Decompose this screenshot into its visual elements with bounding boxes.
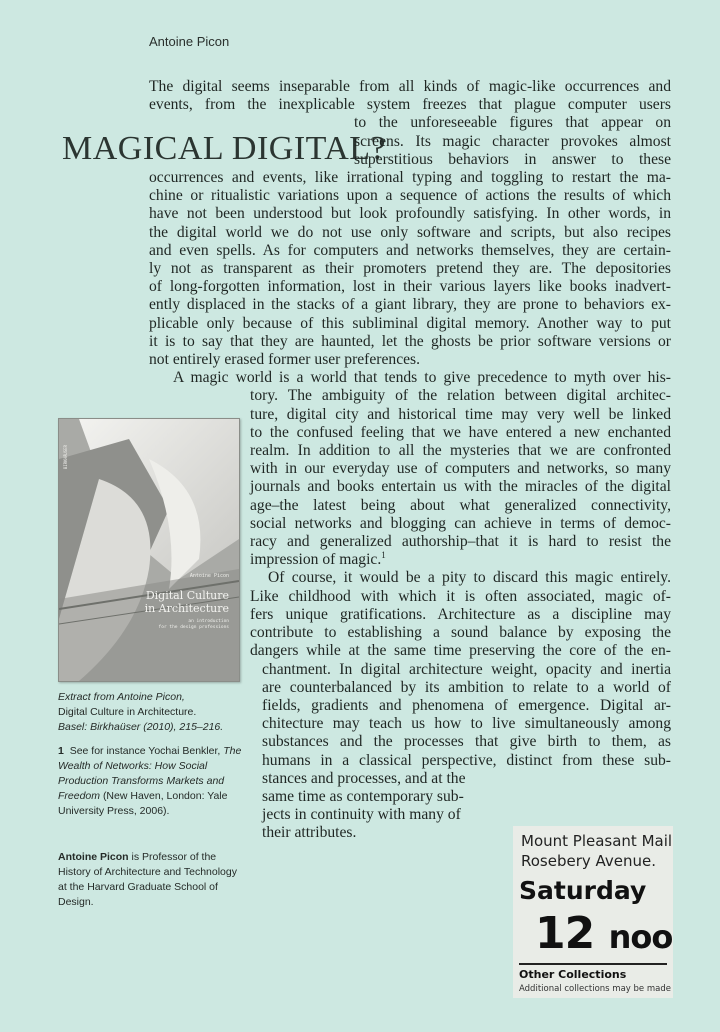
body-line: jects in continuity with many of bbox=[262, 806, 461, 824]
body-line: social networks and blogging can achieve in terms of democ- bbox=[250, 514, 671, 532]
body-line: chine or ritualistic variations upon a sequence of actions the results of which bbox=[149, 187, 671, 205]
bio-text: is Professor of the History of Architecture and Technology at the Harvard Graduate School of Design. bbox=[58, 851, 237, 908]
bio-name: Antoine Picon bbox=[58, 851, 129, 863]
cover-spine-label: BIRKHÄUSER bbox=[63, 445, 68, 470]
body-line: of long-forgotten information, lost in their various layers like books inadvert- bbox=[149, 278, 671, 296]
footnote-marker: 1 bbox=[381, 550, 386, 561]
body-line: Like childhood with which it is often associated, magic of- bbox=[250, 587, 671, 605]
body-line: humans in a classical perspective, distinct from these sub- bbox=[262, 751, 671, 769]
footnote-number: 1 bbox=[58, 745, 64, 757]
body-line: ture, digital city and historical time may very well be linked bbox=[250, 405, 671, 423]
ticket-time-number: 12 bbox=[535, 908, 595, 959]
body-line-text: impression of magic. bbox=[250, 551, 382, 569]
ticket-note: Additional collections may be made bbox=[519, 984, 671, 994]
footnote-title: The Wealth of Networks: How Social Production Transforms Markets and Freedom bbox=[58, 745, 242, 802]
body-line: not entirely erased former user preferences. bbox=[149, 351, 421, 369]
body-line: chantment. In digital architecture weight, opacity and inertia bbox=[262, 660, 671, 678]
body-line: journals and books entertain us with the miracles of the digital bbox=[250, 478, 671, 496]
body-line: racy and generalized authorship–that it is hard to resist the bbox=[250, 533, 671, 551]
body-line: Of course, it would be a pity to discard this magic entirely. bbox=[268, 569, 671, 587]
ticket-location: Mount Pleasant Mail bbox=[521, 832, 673, 850]
body-line: the digital world we do not use only software and scripts, but also recipes bbox=[149, 223, 671, 241]
cover-author: Antoine Picon bbox=[189, 573, 229, 579]
body-line: to the unforeseeable figures that appear on bbox=[354, 114, 671, 132]
caption-line: Extract from Antoine Picon, bbox=[58, 691, 185, 703]
body-line: chitecture may teach us how to live simultaneously among bbox=[262, 715, 671, 733]
body-line: screens. Its magic character provokes almost bbox=[354, 132, 671, 150]
body-line: stances and processes, and at the bbox=[262, 769, 466, 787]
cover-title-line: Digital Culture bbox=[145, 589, 229, 602]
body-line: same time as contemporary sub- bbox=[262, 787, 464, 805]
body-line: The digital seems inseparable from all kinds of magic-like occurrences and bbox=[149, 78, 671, 95]
body-line: ently displaced in the stacks of a giant library, they are prone to behaviors ex- bbox=[149, 296, 671, 314]
cover-subtitle bbox=[159, 619, 229, 631]
body-line: and even spells. As for computers and networks themselves, they are certain- bbox=[149, 241, 671, 259]
cover-title bbox=[145, 589, 229, 615]
body-line: with in our everyday use of computers and networks, so many bbox=[250, 460, 671, 478]
body-line: superstitious behaviors in answer to these bbox=[354, 150, 671, 168]
ticket-time bbox=[535, 908, 672, 959]
running-header-author: Antoine Picon bbox=[149, 34, 230, 49]
body-line: fers unique gratifications. Architecture as a discipline may bbox=[250, 605, 671, 623]
book-cover-architecture-photo bbox=[59, 419, 239, 681]
ticket-time-word: noo bbox=[608, 918, 673, 956]
body-line: fields, gradients and phenomena of emergence. Digital ar- bbox=[262, 696, 671, 714]
body-line: contribute to establishing a sound balance by exposing the bbox=[250, 624, 671, 642]
body-line: events, from the inexplicable system freezes that plague computer users bbox=[149, 96, 671, 114]
body-line: A magic world is a world that tends to give precedence to myth over his- bbox=[173, 369, 671, 387]
footnote-text: See for instance Yochai Benkler, bbox=[69, 745, 221, 757]
body-line: ly not as transparent as their promoters pretend they are. The depositories bbox=[149, 260, 671, 278]
footnote bbox=[58, 744, 248, 819]
body-line: substances and the processes that give birth to them, as bbox=[262, 733, 671, 751]
article-title: MAGICAL DIGITAL? bbox=[62, 130, 387, 167]
body-line: occurrences and events, like irrational typing and toggling to restart the ma- bbox=[149, 169, 671, 187]
body-line: tory. The ambiguity of the relation between digital architec- bbox=[250, 387, 671, 405]
caption-line: Basel: Birkhaüser (2010), 215–216. bbox=[58, 721, 224, 733]
ticket-street: Rosebery Avenue. bbox=[521, 852, 657, 870]
post-collection-ticket bbox=[513, 826, 673, 998]
author-bio bbox=[58, 850, 248, 910]
body-line: their attributes. bbox=[262, 824, 357, 842]
body-line: realm. In addition to all the mysteries that we are confronted bbox=[250, 442, 671, 460]
cover-subtitle-line: an introduction bbox=[188, 619, 229, 624]
body-line: dangers while at the same time preserving the core of the en- bbox=[250, 642, 671, 660]
figure-caption bbox=[58, 690, 248, 735]
cover-title-line: in Architecture bbox=[144, 602, 229, 615]
body-line: to the confused feeling that we have entered a new enchanted bbox=[250, 423, 671, 441]
ticket-other-collections: Other Collections bbox=[519, 968, 627, 981]
body-line: it is to say that they are haunted, let the ghosts be prior software versions or bbox=[149, 332, 671, 350]
footnote-source: (New Haven, London: Yale University Press, 2006). bbox=[58, 790, 228, 817]
body-line: have not been understood but look profoundly satisfying. In other words, in bbox=[149, 205, 671, 223]
book-cover-image bbox=[58, 418, 240, 682]
ticket-day: Saturday bbox=[519, 876, 647, 905]
cover-subtitle-line: for the design professions bbox=[158, 625, 229, 630]
caption-line: Digital Culture in Architecture. bbox=[58, 706, 197, 718]
ticket-divider bbox=[519, 963, 667, 965]
body-line: age–the latest being about what generalized connectivity, bbox=[250, 496, 671, 514]
body-line: plicable only because of this subliminal digital memory. Another way to put bbox=[149, 314, 671, 332]
body-line: are counterbalanced by its ambition to relate to a world of bbox=[262, 678, 671, 696]
